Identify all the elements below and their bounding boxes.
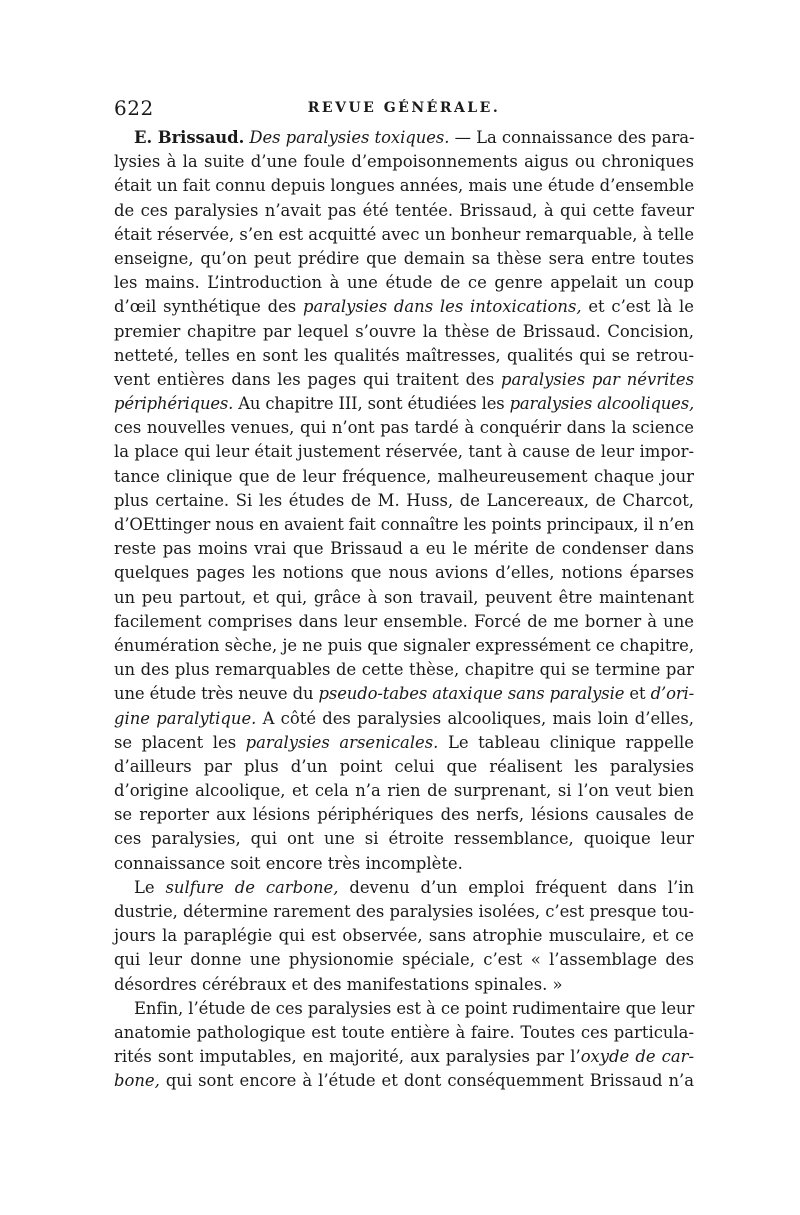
text-line: enseigne, qu’on peut prédire que demain sa thèse sera entre toutes (114, 248, 694, 268)
italic-phrase: sulfure de carbone, (165, 877, 339, 897)
text-line: jours la paraplégie qui est observée, sans atrophie musculaire, et ce (114, 926, 694, 946)
italic-phrase: paralysies par névrites (500, 369, 694, 389)
text-line: lysies à la suite d’une foule d’empoisonnements aigus ou chroniques (114, 152, 694, 172)
italic-phrase: pseudo-tabes ataxique sans paralysie (318, 684, 625, 704)
text-line: qui leur donne une physionomie spéciale, c’est « l’assemblage des (114, 950, 694, 970)
text-line: une étude très neuve du pseudo-tabes ataxique sans paralysie et d’ori- (114, 684, 695, 704)
text-line: dustrie, détermine rarement des paralysies isolées, c’est presque tou- (114, 902, 694, 921)
text-line: les mains. L’introduction à une étude de ce genre appelait un coup (114, 273, 694, 293)
text-line: ces paralysies, qui ont une si étroite ressemblance, quoique leur (114, 829, 694, 849)
text-line: périphériques. Au chapitre III, sont étudiées les paralysies alcooliques, (114, 394, 694, 414)
text-line: vent entières dans les pages qui traitent des paralysies par névrites (114, 369, 694, 389)
text-line: d’OEttinger nous en avaient fait connaître les points principaux, il n’en (114, 515, 694, 534)
text-line: facilement comprises dans leur ensemble. Forcé de me borner à une (114, 611, 694, 631)
text-line: Enfin, l’étude de ces paralysies est à ce point rudimentaire que leur (134, 998, 695, 1018)
text-line: E. Brissaud. Des paralysies toxiques. — La connaissance des para- (134, 128, 695, 147)
text-line: reste pas moins vrai que Brissaud a eu le mérite de condenser dans (114, 539, 694, 559)
text-line: désordres cérébraux et des manifestations spinales. » (114, 974, 563, 994)
italic-phrase: d’ori- (650, 684, 695, 704)
italic-phrase: périphériques. (114, 394, 234, 414)
text-line: était réservée, s’en est acquitté avec un bonheur remarquable, à telle (114, 224, 695, 244)
text-line: plus certaine. Si les études de M. Huss, de Lancereaux, de Charcot, (114, 490, 694, 510)
text-line: bone, qui sont encore à l’étude et dont conséquemment Brissaud n’a (114, 1071, 694, 1091)
text-line: la place qui leur était justement réservée, tant à cause de leur impor- (114, 442, 694, 462)
text-line: premier chapitre par lequel s’ouvre la thèse de Brissaud. Concision, (114, 321, 694, 341)
author-name: E. Brissaud. (134, 128, 245, 147)
text-line: énumération sèche, je ne puis que signaler expressément ce chapitre, (114, 635, 694, 655)
running-head (114, 96, 694, 126)
text-line: se reporter aux lésions périphériques des nerfs, lésions causales de (114, 805, 694, 825)
text-line: gine paralytique. A côté des paralysies alcooliques, mais loin d’elles, (114, 708, 694, 728)
text-line: un peu partout, et qui, grâce à son travail, peuvent être maintenant (114, 587, 694, 607)
text-line: anatomie pathologique est toute entière à faire. Toutes ces particula- (114, 1022, 694, 1042)
text-line: netteté, telles en sont les qualités maîtresses, qualités qui se retrou- (114, 345, 694, 365)
italic-phrase: bone, (114, 1071, 160, 1091)
text-line: d’œil synthétique des paralysies dans les intoxications, et c’est là le (114, 297, 694, 317)
text-line: se placent les paralysies arsenicales. Le tableau clinique rappelle (114, 732, 694, 752)
italic-phrase: paralysies arsenicales. (245, 732, 439, 752)
page-number: 622 (114, 96, 154, 120)
text-line: tance clinique que de leur fréquence, malheureusement chaque jour (114, 466, 694, 486)
text-line: connaissance soit encore très incomplète. (114, 853, 463, 873)
text-line: Le sulfure de carbone, devenu d’un emploi fréquent dans l’in (134, 877, 695, 897)
text-line: rités sont imputables, en majorité, aux paralysies par l’oxyde de car- (114, 1047, 694, 1067)
review-title: Des paralysies toxiques. (249, 128, 450, 147)
italic-phrase: paralysies dans les intoxications, (302, 297, 582, 317)
text-line: était un fait connu depuis longues années, mais une étude d’ensemble (114, 176, 694, 196)
italic-phrase: oxyde de car- (580, 1047, 694, 1067)
text-line: de ces paralysies n’avait pas été tentée. Brissaud, à qui cette faveur (114, 200, 694, 220)
italic-phrase: paralysies alcooliques, (509, 394, 694, 414)
text-line: ces nouvelles venues, qui n’ont pas tardé à conquérir dans la science (114, 418, 694, 438)
article-body (114, 126, 694, 1094)
text-line: d’origine alcoolique, et cela n’a rien de surprenant, si l’on veut bien (114, 781, 694, 801)
journal-title: REVUE GÉNÉRALE. (307, 100, 501, 116)
italic-phrase: gine paralytique. (114, 708, 257, 728)
text-line: un des plus remarquables de cette thèse, chapitre qui se termine par (114, 660, 694, 680)
text-line: d’ailleurs par plus d’un point celui que réalisent les paralysies (114, 756, 694, 776)
text-line: quelques pages les notions que nous avions d’elles, notions éparses (114, 563, 694, 583)
